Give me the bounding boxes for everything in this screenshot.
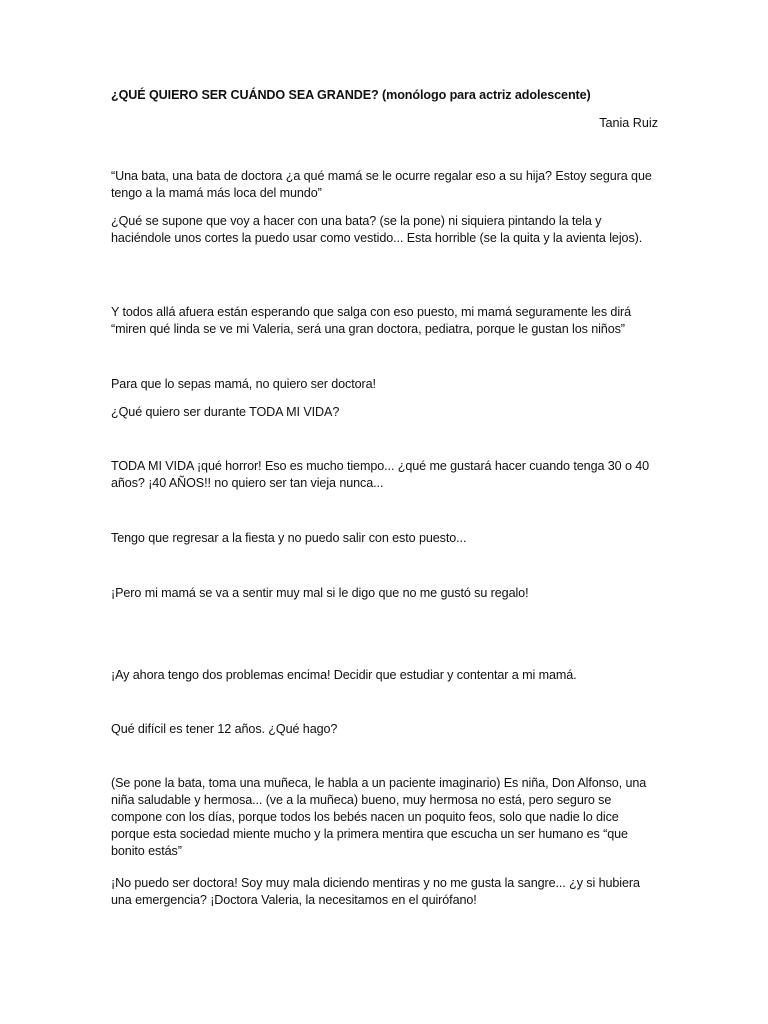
paragraph: ¡No puedo ser doctora! Soy muy mala diciendo mentiras y no me gusta la sangre... ¿y si hubiera una emergencia? ¡Doctora Valeria, la necesitamos en el quirófano! bbox=[111, 876, 640, 907]
paragraph: ¡Ay ahora tengo dos problemas encima! Decidir que estudiar y contentar a mi mamá. bbox=[111, 668, 577, 682]
paragraph: ¿Qué quiero ser durante TODA MI VIDA? bbox=[111, 405, 340, 419]
paragraph: Para que lo sepas mamá, no quiero ser doctora! bbox=[111, 377, 376, 391]
paragraph: “Una bata, una bata de doctora ¿a qué mamá se le ocurre regalar eso a su hija? Estoy segura que tengo a la mamá más loca del mundo” bbox=[111, 169, 652, 200]
paragraph: Y todos allá afuera están esperando que salga con eso puesto, mi mamá seguramente les dirá “miren qué linda se ve mi Valeria, será una gran doctora, pediatra, porque le gustan los niños” bbox=[111, 305, 632, 336]
paragraph: (Se pone la bata, toma una muñeca, le habla a un paciente imaginario) Es niña, Don Alfonso, una niña saludable y hermosa... (ve a la muñeca) bueno, muy hermosa no está, pero seguro se compone con los días, porque todos los bebés nacen un poquito feos, solo que nadie lo dice porque esta sociedad miente mucho y la primera mentira que escucha un ser humano es “que bonito estás” bbox=[111, 776, 647, 858]
document-title: ¿QUÉ QUIERO SER CUÁNDO SEA GRANDE? (monólogo para actriz adolescente) bbox=[111, 88, 591, 102]
paragraph: TODA MI VIDA ¡qué horror! Eso es mucho tiempo... ¿qué me gustará hacer cuando tenga 30 o 40 años? ¡40 AÑOS!! no quiero ser tan vieja nunca... bbox=[111, 459, 650, 490]
paragraph: ¿Qué se supone que voy a hacer con una bata? (se la pone) ni siquiera pintando la tela y haciéndole unos cortes la puedo usar como vestido... Esta horrible (se la quita y la avienta lejos). bbox=[111, 214, 643, 245]
paragraph: Tengo que regresar a la fiesta y no puedo salir con esto puesto... bbox=[111, 531, 467, 545]
paragraph: Qué difícil es tener 12 años. ¿Qué hago? bbox=[111, 722, 338, 736]
paragraph: ¡Pero mi mamá se va a sentir muy mal si le digo que no me gustó su regalo! bbox=[111, 586, 529, 600]
document-author: Tania Ruiz bbox=[599, 116, 658, 130]
